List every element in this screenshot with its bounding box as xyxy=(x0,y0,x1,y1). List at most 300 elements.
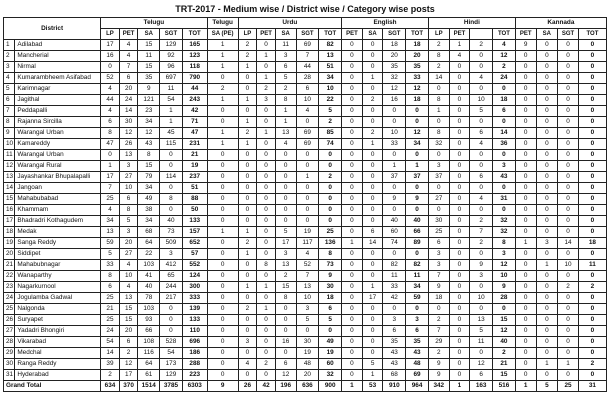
row-serial: 6 xyxy=(4,95,15,106)
table-cell: 0 xyxy=(515,370,536,381)
table-cell: 54 xyxy=(101,337,120,348)
table-cell: 0 xyxy=(578,73,606,84)
table-cell: 0 xyxy=(342,271,363,282)
table-row xyxy=(4,348,607,359)
table-cell: 0 xyxy=(449,260,470,271)
table-cell: 0 xyxy=(449,128,470,139)
table-cell: 6 xyxy=(470,128,493,139)
table-cell: 0 xyxy=(275,172,296,183)
table-cell: 0 xyxy=(342,194,363,205)
table-cell: 1 xyxy=(257,282,276,293)
table-cell: 217 xyxy=(160,293,183,304)
table-cell: 20 xyxy=(119,238,138,249)
district-name: Hyderabad xyxy=(15,370,101,381)
row-serial: 10 xyxy=(4,139,15,150)
table-cell: 19 xyxy=(319,348,342,359)
table-cell: 68 xyxy=(383,370,406,381)
table-cell: 0 xyxy=(257,348,276,359)
table-cell: 2 xyxy=(362,95,383,106)
table-cell: 0 xyxy=(257,106,276,117)
table-cell: 2 xyxy=(558,282,579,293)
table-cell: 0 xyxy=(383,205,406,216)
table-cell: 4 xyxy=(470,73,493,84)
table-cell: 0 xyxy=(515,205,536,216)
table-cell: 0 xyxy=(536,304,558,315)
table-cell: 4 xyxy=(119,51,138,62)
column-header: SGT xyxy=(296,29,319,40)
table-cell: 0 xyxy=(296,326,319,337)
table-cell: 0 xyxy=(296,205,319,216)
total-cell: 3785 xyxy=(160,381,183,392)
table-cell: 2 xyxy=(119,348,138,359)
table-cell: 0 xyxy=(319,183,342,194)
table-cell: 54 xyxy=(160,95,183,106)
table-cell: 82 xyxy=(383,260,406,271)
table-cell: 0 xyxy=(428,304,449,315)
table-cell: 0 xyxy=(493,304,516,315)
table-cell: 0 xyxy=(207,106,238,117)
table-cell: 0 xyxy=(342,183,363,194)
table-cell: 23 xyxy=(138,106,160,117)
table-cell: 37 xyxy=(428,172,449,183)
table-cell: 32 xyxy=(493,227,516,238)
table-cell: 15 xyxy=(493,370,516,381)
table-cell: 0 xyxy=(558,370,579,381)
table-cell: 1 xyxy=(362,282,383,293)
table-cell: 0 xyxy=(238,84,257,95)
table-cell: 0 xyxy=(428,84,449,95)
row-serial: 14 xyxy=(4,183,15,194)
table-cell: 5 xyxy=(470,326,493,337)
table-cell: 0 xyxy=(578,315,606,326)
total-cell: 636 xyxy=(296,381,319,392)
table-cell: 0 xyxy=(362,40,383,51)
district-name: Nirmal xyxy=(15,62,101,73)
table-cell: 0 xyxy=(449,205,470,216)
table-cell: 0 xyxy=(257,271,276,282)
table-cell: 10 xyxy=(296,95,319,106)
table-cell: 9 xyxy=(319,271,342,282)
table-cell: 0 xyxy=(406,150,429,161)
table-cell: 13 xyxy=(101,227,120,238)
row-serial: 5 xyxy=(4,84,15,95)
district-name: Jagithal xyxy=(15,95,101,106)
table-cell: 34 xyxy=(138,183,160,194)
table-cell: 0 xyxy=(578,293,606,304)
column-header: TOT xyxy=(319,29,342,40)
row-serial: 2 xyxy=(4,51,15,62)
table-cell: 412 xyxy=(160,260,183,271)
table-cell: 0 xyxy=(536,348,558,359)
table-cell: 0 xyxy=(470,282,493,293)
table-cell: 9 xyxy=(493,282,516,293)
table-cell: 15 xyxy=(119,315,138,326)
table-cell: 0 xyxy=(515,304,536,315)
table-cell: 0 xyxy=(558,139,579,150)
table-cell: 0 xyxy=(558,51,579,62)
table-cell: 18 xyxy=(319,293,342,304)
table-cell: 48 xyxy=(406,359,429,370)
column-header: TOT xyxy=(578,29,606,40)
total-cell: 6303 xyxy=(182,381,207,392)
table-cell: 24 xyxy=(119,95,138,106)
table-cell: 0 xyxy=(406,106,429,117)
table-cell: 0 xyxy=(558,183,579,194)
table-cell: 7 xyxy=(428,271,449,282)
table-cell: 0 xyxy=(238,194,257,205)
table-cell: 0 xyxy=(536,106,558,117)
table-cell: 34 xyxy=(406,282,429,293)
table-cell: 0 xyxy=(275,304,296,315)
table-cell: 0 xyxy=(578,139,606,150)
table-cell: 8 xyxy=(257,260,276,271)
table-cell: 52 xyxy=(101,73,120,84)
table-cell: 0 xyxy=(362,84,383,95)
table-cell: 6 xyxy=(428,238,449,249)
table-cell: 0 xyxy=(558,205,579,216)
table-cell: 8 xyxy=(275,293,296,304)
table-cell: 0 xyxy=(207,117,238,128)
row-serial: 15 xyxy=(4,194,15,205)
table-cell: 28 xyxy=(296,73,319,84)
table-cell: 43 xyxy=(493,172,516,183)
table-cell: 0 xyxy=(319,150,342,161)
table-cell: 0 xyxy=(362,205,383,216)
table-cell: 1 xyxy=(207,95,238,106)
table-cell: 12 xyxy=(119,359,138,370)
column-header: SA xyxy=(275,29,296,40)
table-cell: 0 xyxy=(383,249,406,260)
posts-table xyxy=(3,17,607,392)
table-cell: 1 xyxy=(101,161,120,172)
table-cell: 5 xyxy=(470,106,493,117)
table-cell: 1 xyxy=(536,359,558,370)
table-row xyxy=(4,161,607,172)
table-cell: 2 xyxy=(493,348,516,359)
table-cell: 1 xyxy=(449,40,470,51)
table-cell: 69 xyxy=(296,128,319,139)
column-header: PET xyxy=(515,29,536,40)
table-cell: 0 xyxy=(406,205,429,216)
table-cell: 0 xyxy=(558,348,579,359)
table-cell: 136 xyxy=(319,238,342,249)
table-cell: 59 xyxy=(101,238,120,249)
table-row xyxy=(4,62,607,73)
table-cell: 0 xyxy=(342,348,363,359)
table-cell: 0 xyxy=(238,326,257,337)
table-cell: 0 xyxy=(470,183,493,194)
table-cell: 0 xyxy=(536,161,558,172)
table-cell: 12 xyxy=(275,370,296,381)
group-header-urdu: Urdu xyxy=(238,18,341,29)
table-cell: 0 xyxy=(578,172,606,183)
table-cell: 66 xyxy=(406,227,429,238)
table-cell: 0 xyxy=(449,348,470,359)
table-cell: 0 xyxy=(257,315,276,326)
table-cell: 0 xyxy=(383,183,406,194)
table-cell: 15 xyxy=(138,62,160,73)
table-cell: 0 xyxy=(342,326,363,337)
table-cell: 243 xyxy=(182,95,207,106)
table-cell: 28 xyxy=(493,293,516,304)
table-cell: 0 xyxy=(238,150,257,161)
table-cell: 0 xyxy=(319,205,342,216)
row-serial: 26 xyxy=(4,315,15,326)
table-cell: 7 xyxy=(119,62,138,73)
table-cell: 8 xyxy=(138,150,160,161)
table-row xyxy=(4,337,607,348)
table-cell: 2 xyxy=(238,304,257,315)
table-cell: 35 xyxy=(406,62,429,73)
table-cell: 157 xyxy=(182,227,207,238)
table-cell: 69 xyxy=(296,40,319,51)
table-cell: 13 xyxy=(296,282,319,293)
table-cell: 0 xyxy=(449,271,470,282)
table-cell: 0 xyxy=(406,183,429,194)
table-cell: 60 xyxy=(319,359,342,370)
table-cell: 0 xyxy=(342,106,363,117)
table-cell: 41 xyxy=(138,271,160,282)
table-row xyxy=(4,73,607,84)
table-row xyxy=(4,128,607,139)
column-header: TOT xyxy=(182,29,207,40)
table-cell: 0 xyxy=(493,117,516,128)
table-cell: 0 xyxy=(257,139,276,150)
table-cell: 3 xyxy=(406,315,429,326)
table-cell: 32 xyxy=(319,370,342,381)
table-cell: 0 xyxy=(160,315,183,326)
table-cell: 0 xyxy=(275,194,296,205)
table-cell: 25 xyxy=(101,315,120,326)
table-cell: 0 xyxy=(470,205,493,216)
table-row xyxy=(4,40,607,51)
table-row xyxy=(4,260,607,271)
table-cell: 6 xyxy=(319,304,342,315)
table-cell: 0 xyxy=(536,128,558,139)
table-cell: 0 xyxy=(536,326,558,337)
district-name: Jangoan xyxy=(15,183,101,194)
table-cell: 0 xyxy=(515,161,536,172)
table-cell: 6 xyxy=(275,359,296,370)
table-cell: 9 xyxy=(428,359,449,370)
table-cell: 20 xyxy=(296,370,319,381)
table-cell: 3 xyxy=(238,337,257,348)
table-cell: 528 xyxy=(160,337,183,348)
table-cell: 0 xyxy=(536,293,558,304)
table-cell: 2 xyxy=(470,216,493,227)
table-cell: 0 xyxy=(160,304,183,315)
table-cell: 0 xyxy=(238,216,257,227)
table-cell: 0 xyxy=(257,161,276,172)
table-cell: 27 xyxy=(428,194,449,205)
table-cell: 1 xyxy=(238,95,257,106)
table-cell: 186 xyxy=(182,348,207,359)
table-cell: 0 xyxy=(362,117,383,128)
table-cell: 0 xyxy=(257,40,276,51)
table-cell: 1 xyxy=(238,139,257,150)
table-cell: 43 xyxy=(383,359,406,370)
table-cell: 9 xyxy=(428,282,449,293)
table-cell: 15 xyxy=(138,40,160,51)
table-cell: 0 xyxy=(578,227,606,238)
table-cell: 12 xyxy=(138,128,160,139)
table-cell: 24 xyxy=(101,326,120,337)
table-cell: 40 xyxy=(406,216,429,227)
column-header: SA xyxy=(138,29,160,40)
total-cell: 196 xyxy=(275,381,296,392)
table-cell: 2 xyxy=(319,117,342,128)
table-cell: 2 xyxy=(275,84,296,95)
table-cell: 0 xyxy=(428,117,449,128)
table-cell: 0 xyxy=(207,293,238,304)
table-cell: 9 xyxy=(470,260,493,271)
table-cell: 3 xyxy=(257,95,276,106)
table-cell: 0 xyxy=(515,282,536,293)
table-cell: 10 xyxy=(558,260,579,271)
column-header: PET xyxy=(119,29,138,40)
table-cell: 14 xyxy=(428,73,449,84)
table-cell: 35 xyxy=(138,73,160,84)
table-cell: 0 xyxy=(515,106,536,117)
table-cell: 1 xyxy=(342,238,363,249)
table-cell: 0 xyxy=(342,139,363,150)
table-cell: 0 xyxy=(449,172,470,183)
table-cell: 0 xyxy=(536,117,558,128)
table-cell: 54 xyxy=(160,348,183,359)
table-cell: 0 xyxy=(101,62,120,73)
table-cell: 509 xyxy=(160,238,183,249)
table-cell: 0 xyxy=(362,216,383,227)
table-cell: 3 xyxy=(119,227,138,238)
table-cell: 0 xyxy=(536,73,558,84)
table-cell: 0 xyxy=(515,337,536,348)
table-cell: 0 xyxy=(470,84,493,95)
table-row xyxy=(4,95,607,106)
table-cell: 12 xyxy=(119,128,138,139)
table-cell: 0 xyxy=(449,117,470,128)
table-cell: 93 xyxy=(138,315,160,326)
table-cell: 231 xyxy=(182,139,207,150)
table-cell: 1 xyxy=(238,227,257,238)
table-cell: 0 xyxy=(238,161,257,172)
district-name: Yadadri Bhongiri xyxy=(15,326,101,337)
table-cell: 0 xyxy=(536,172,558,183)
table-cell: 18 xyxy=(383,40,406,51)
table-row xyxy=(4,139,607,150)
table-row xyxy=(4,271,607,282)
table-cell: 10 xyxy=(470,293,493,304)
table-cell: 0 xyxy=(493,183,516,194)
table-cell: 117 xyxy=(296,238,319,249)
table-cell: 0 xyxy=(406,249,429,260)
table-cell: 0 xyxy=(257,293,276,304)
table-cell: 66 xyxy=(138,326,160,337)
table-cell: 51 xyxy=(319,62,342,73)
table-cell: 0 xyxy=(558,117,579,128)
table-cell: 2 xyxy=(428,315,449,326)
table-cell: 0 xyxy=(275,150,296,161)
total-cell: 516 xyxy=(493,381,516,392)
table-cell: 0 xyxy=(257,117,276,128)
table-cell: 14 xyxy=(362,238,383,249)
table-cell: 2 xyxy=(275,271,296,282)
table-cell: 0 xyxy=(207,271,238,282)
table-cell: 3 xyxy=(383,315,406,326)
table-row xyxy=(4,51,607,62)
table-cell: 14 xyxy=(101,348,120,359)
table-cell: 14 xyxy=(119,106,138,117)
table-cell: 244 xyxy=(160,282,183,293)
table-cell: 0 xyxy=(207,260,238,271)
table-cell: 61 xyxy=(138,370,160,381)
row-serial: 28 xyxy=(4,337,15,348)
table-cell: 123 xyxy=(182,51,207,62)
table-cell: 1 xyxy=(207,40,238,51)
table-cell: 0 xyxy=(406,117,429,128)
table-cell: 6 xyxy=(383,326,406,337)
district-name: Bhadradri Kothagudem xyxy=(15,216,101,227)
table-cell: 33 xyxy=(383,139,406,150)
table-cell: 0 xyxy=(207,359,238,370)
table-cell: 27 xyxy=(119,172,138,183)
table-cell: 0 xyxy=(238,293,257,304)
table-cell: 71 xyxy=(182,117,207,128)
table-cell: 9 xyxy=(406,194,429,205)
table-cell: 133 xyxy=(182,315,207,326)
table-cell: 0 xyxy=(536,139,558,150)
table-cell: 7 xyxy=(296,271,319,282)
table-cell: 0 xyxy=(449,95,470,106)
table-cell: 0 xyxy=(207,161,238,172)
total-cell: 31 xyxy=(578,381,606,392)
table-cell: 0 xyxy=(362,194,383,205)
table-cell: 0 xyxy=(558,315,579,326)
table-cell: 0 xyxy=(101,150,120,161)
table-cell: 35 xyxy=(383,62,406,73)
table-cell: 0 xyxy=(578,84,606,95)
table-cell: 0 xyxy=(238,370,257,381)
table-cell: 7 xyxy=(428,326,449,337)
table-cell: 5 xyxy=(275,73,296,84)
district-name: Sanga Reddy xyxy=(15,238,101,249)
row-serial: 7 xyxy=(4,106,15,117)
table-cell: 2 xyxy=(319,172,342,183)
table-cell: 0 xyxy=(257,216,276,227)
group-header-english: English xyxy=(342,18,429,29)
table-cell: 0 xyxy=(470,51,493,62)
table-cell: 30 xyxy=(119,117,138,128)
table-row xyxy=(4,194,607,205)
table-cell: 0 xyxy=(558,293,579,304)
table-cell: 34 xyxy=(138,117,160,128)
table-cell: 18 xyxy=(493,95,516,106)
table-cell: 15 xyxy=(119,304,138,315)
table-cell: 52 xyxy=(296,260,319,271)
table-cell: 34 xyxy=(406,139,429,150)
table-cell: 7 xyxy=(470,227,493,238)
total-cell: 910 xyxy=(383,381,406,392)
table-cell: 0 xyxy=(428,183,449,194)
table-cell: 103 xyxy=(138,260,160,271)
table-cell: 696 xyxy=(182,337,207,348)
table-cell: 0 xyxy=(558,62,579,73)
district-name: Vikarabad xyxy=(15,337,101,348)
table-cell: 0 xyxy=(578,150,606,161)
table-cell: 6 xyxy=(119,194,138,205)
group-header-telugu: Telugu xyxy=(101,18,207,29)
table-cell: 4 xyxy=(238,359,257,370)
table-cell: 0 xyxy=(515,293,536,304)
